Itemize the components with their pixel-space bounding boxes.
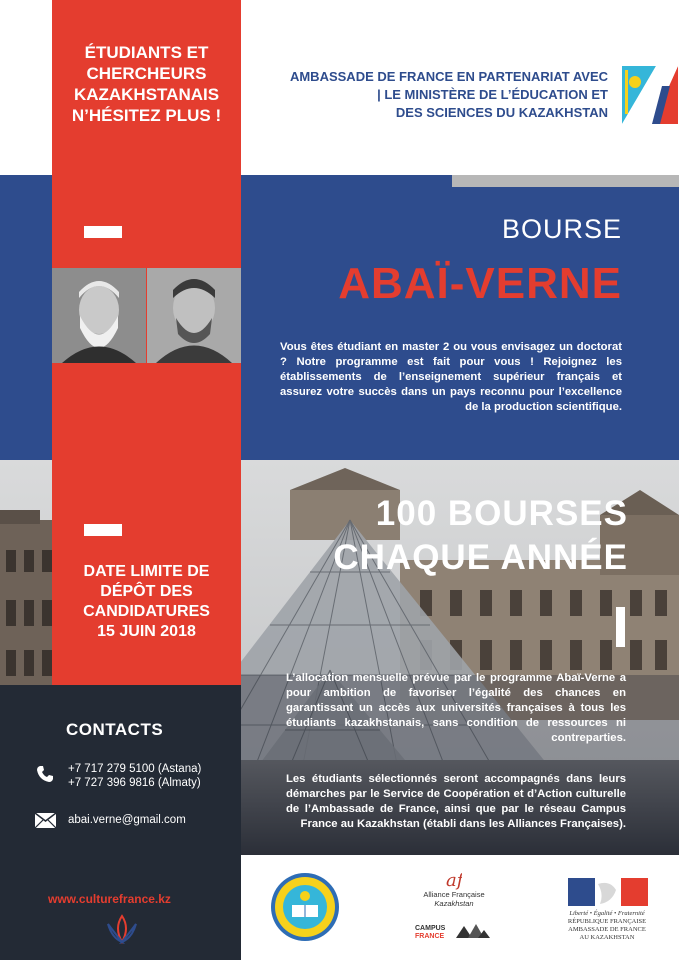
portrait-photos xyxy=(52,268,241,363)
phone-numbers xyxy=(68,762,201,790)
gray-strip xyxy=(452,175,679,187)
slogan xyxy=(52,42,241,126)
svg-text:af: af xyxy=(446,870,462,890)
scholarship-headline xyxy=(260,492,628,580)
embassy-partnership xyxy=(258,68,608,122)
ministry-seal-logo xyxy=(270,872,340,947)
cf-line: FRANCE xyxy=(415,933,445,940)
headline-line: CHAQUE ANNÉE xyxy=(333,538,628,577)
program-name: ABAÏ-VERNE xyxy=(338,259,622,308)
alliance-francaise-logo xyxy=(420,890,488,908)
kazakhstan-france-flag-logo xyxy=(622,66,678,124)
accent-dash xyxy=(84,226,122,238)
rf-line: AU KAZAKHSTAN xyxy=(579,934,635,941)
allocation-text: L’allocation mensuelle prévue par le programme Abaï-Verne a pour ambition de favoriser l’égalité des chances en garantissant un accès aux universités françaises à tous les étudiants kazakhstanais, sans condition de ressources ni contreparties. xyxy=(286,672,626,744)
af-name: Alliance Française xyxy=(423,890,485,899)
campus-france-icon xyxy=(456,922,490,943)
deadline xyxy=(52,562,241,642)
contacts-title: CONTACTS xyxy=(66,720,164,739)
accent-vertical-bar xyxy=(616,607,625,647)
envelope-icon xyxy=(35,813,56,833)
embassy-line: AMBASSADE DE FRANCE EN PARTENARIAT AVEC xyxy=(289,69,608,84)
email-link[interactable]: abai.verne@gmail.com xyxy=(68,814,186,826)
cf-line: CAMPUS xyxy=(415,925,446,932)
phone-almaty[interactable]: +7 727 396 9816 (Almaty) xyxy=(68,777,201,789)
af-country: Kazakhstan xyxy=(434,899,474,908)
deadline-line: DATE LIMITE DE xyxy=(83,563,210,580)
phone-icon xyxy=(36,765,54,788)
website-link[interactable]: www.culturefrance.kz xyxy=(48,892,171,906)
slogan-line: KAZAKHSTANAIS xyxy=(73,85,220,104)
slogan-line: CHERCHEURS xyxy=(86,64,207,83)
phone-astana[interactable]: +7 717 279 5100 (Astana) xyxy=(68,763,202,775)
support-text: Les étudiants sélectionnés seront accompagnés dans leurs démarches par le Service de Coopération et d’Action culturelle de l’Ambassade de France, ainsi que par le réseau Campus France au Kazakhstan (établi dans les Alliances Françaises). xyxy=(286,773,626,830)
accent-dash xyxy=(84,524,122,536)
slogan-line: ÉTUDIANTS ET xyxy=(84,43,209,62)
program-label: BOURSE xyxy=(501,214,622,244)
rf-line: RÉPUBLIQUE FRANÇAISE xyxy=(567,918,647,925)
embassy-line: | LE MINISTÈRE DE L’ÉDUCATION ET xyxy=(377,87,608,102)
rf-motto: Liberté • Égalité • Fraternité xyxy=(569,910,645,917)
headline-line: 100 BOURSES xyxy=(375,494,628,533)
marianne-logo xyxy=(568,878,648,911)
rf-line: AMBASSADE DE FRANCE xyxy=(568,926,646,933)
embassy-line: DES SCIENCES DU KAZAKHSTAN xyxy=(395,105,608,120)
deadline-line: DÉPÔT DES xyxy=(100,583,193,600)
republique-francaise-logo xyxy=(562,910,652,942)
culturefrance-logo xyxy=(104,914,140,949)
deadline-line: CANDIDATURES xyxy=(83,603,210,620)
slogan-line: N’HÉSITEZ PLUS ! xyxy=(71,106,222,125)
intro-text: Vous êtes étudiant en master 2 ou vous envisagez un doctorat ? Notre programme est fait pour vous ! Rejoignez les établissements de l’enseignement supérieur français et assurez votre succès dans un pays reconnu pour l’excellence de la production scientifique. xyxy=(280,341,622,413)
deadline-date: 15 JUIN 2018 xyxy=(97,623,196,640)
campus-france-logo xyxy=(415,925,445,941)
